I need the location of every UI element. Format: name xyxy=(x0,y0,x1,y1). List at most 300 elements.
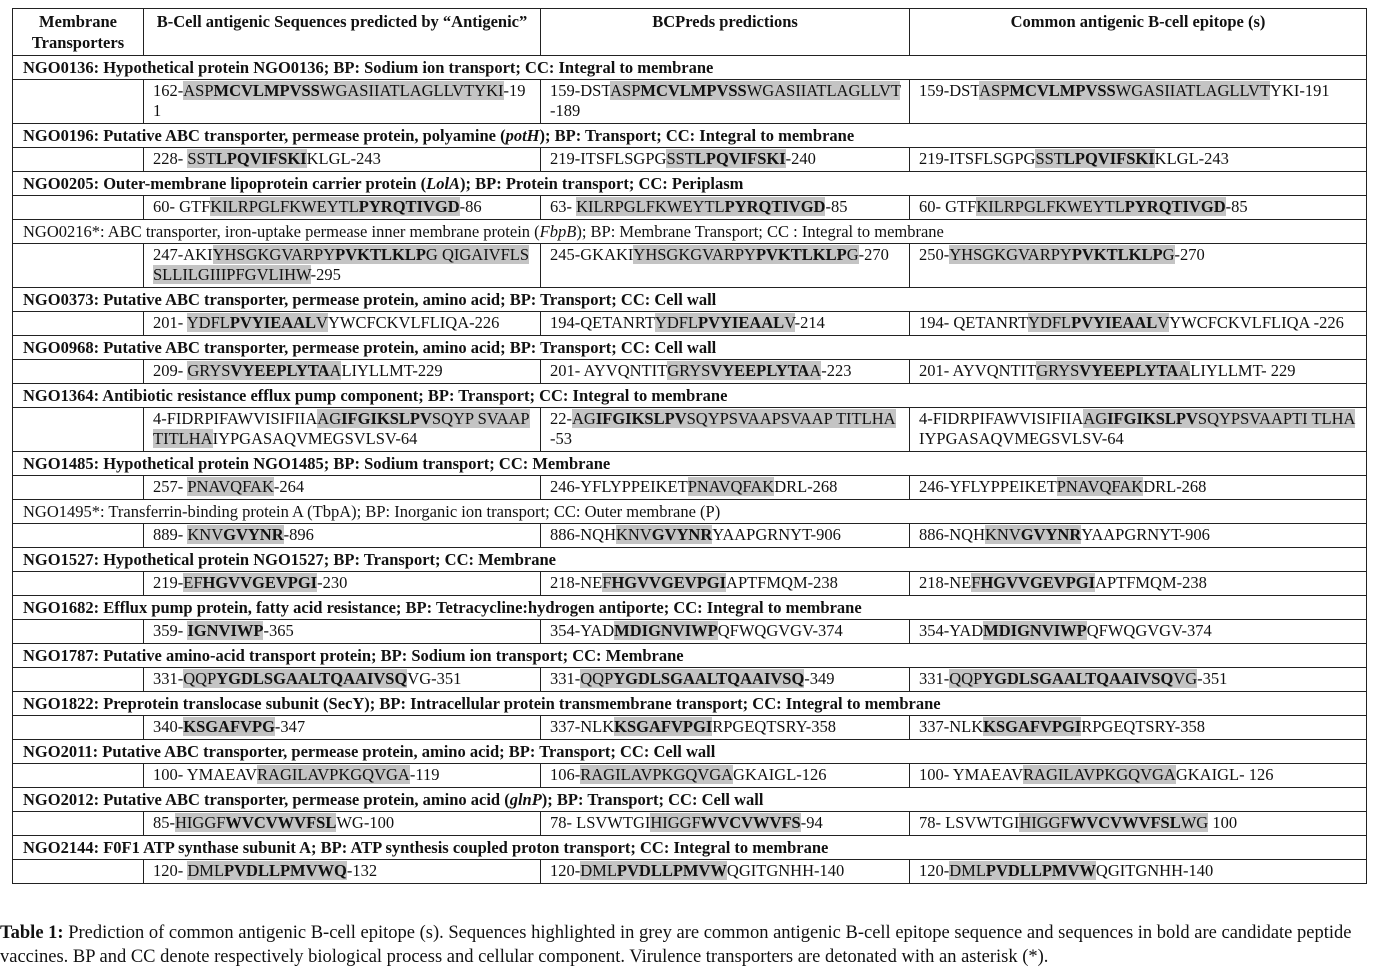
common-epitope-cell xyxy=(910,860,1367,884)
text-segment: NGO1364: Antibiotic resistance efflux pump component; BP: Transport; CC: Integral to membrane xyxy=(23,386,728,405)
highlighted-segment: WVCVWVFSL xyxy=(225,813,337,832)
text-segment: 106- xyxy=(550,765,581,784)
text-segment: IYPGASAQVMEGSVLSV-64 xyxy=(919,429,1124,448)
text-segment: 63- xyxy=(550,197,577,216)
highlighted-segment: F xyxy=(602,573,612,592)
highlighted-segment: SST xyxy=(187,149,216,168)
bcpreds-cell xyxy=(541,668,910,692)
text-segment: KLGL-243 xyxy=(1154,149,1229,168)
highlighted-segment: VG xyxy=(1173,669,1198,688)
empty-cell xyxy=(13,476,144,500)
table-row xyxy=(13,244,1367,288)
highlighted-segment: MDIGNVIWP xyxy=(983,621,1087,640)
table-row xyxy=(13,860,1367,884)
highlighted-segment: F xyxy=(971,573,981,592)
text-segment: -223 xyxy=(821,361,852,380)
highlighted-segment: PVKTLKLP xyxy=(755,245,847,264)
group-title xyxy=(13,56,1367,80)
text-segment: 337-NLK xyxy=(919,717,984,736)
common-epitope-cell xyxy=(910,312,1367,336)
text-segment: NGO1527: Hypothetical protein NGO1527; BP: Transport; CC: Membrane xyxy=(23,550,556,569)
group-title xyxy=(13,692,1367,716)
text-segment: -85 xyxy=(825,197,848,216)
text-segment: -896 xyxy=(283,525,314,544)
text-segment: NGO0205: Outer-membrane lipoprotein carrier protein ( xyxy=(23,174,427,193)
common-epitope-cell xyxy=(910,80,1367,124)
table-row xyxy=(13,408,1367,452)
highlighted-segment: SST xyxy=(666,149,695,168)
group-title xyxy=(13,500,1367,524)
text-segment: 247-AKI xyxy=(153,245,213,264)
group-row xyxy=(13,56,1367,80)
antigenic-cell xyxy=(144,196,541,220)
highlighted-segment: PVKTLKLP xyxy=(1071,245,1163,264)
highlighted-segment: A xyxy=(1178,361,1191,380)
highlighted-segment: PNAVQFAK xyxy=(187,477,274,496)
text-segment: 120- xyxy=(550,861,581,880)
highlighted-segment: PVDLLPMVW xyxy=(616,861,727,880)
antigenic-cell xyxy=(144,716,541,740)
common-epitope-cell xyxy=(910,716,1367,740)
text-segment: 78- LSVWTGI xyxy=(919,813,1020,832)
text-segment: 331- xyxy=(550,669,581,688)
highlighted-segment: ASP xyxy=(183,81,214,100)
highlighted-segment: ASP xyxy=(979,81,1010,100)
group-row xyxy=(13,172,1367,196)
header-antigenic-sequences: B-Cell antigenic Sequences predicted by “Antigenic” xyxy=(144,9,541,56)
text-segment: NGO1682: Efflux pump protein, fatty acid resistance; BP: Tetracycline:hydrogen antiporte; CC: Integral to membrane xyxy=(23,598,862,617)
highlighted-segment: G xyxy=(1162,245,1175,264)
highlighted-segment: MCVLMPVSS xyxy=(213,81,320,100)
text-segment: -119 xyxy=(409,765,440,784)
group-row xyxy=(13,124,1367,148)
highlighted-segment: YHSGKGVARPY xyxy=(212,245,336,264)
text-segment: 60- GTF xyxy=(919,197,977,216)
antigenic-cell xyxy=(144,148,541,172)
text-segment: NGO0216*: ABC transporter, iron-uptake permease inner membrane protein ( xyxy=(23,222,540,241)
group-title xyxy=(13,548,1367,572)
text-segment: 886-NQH xyxy=(550,525,616,544)
highlighted-segment: YDFL xyxy=(186,313,230,332)
text-segment: -270 xyxy=(858,245,889,264)
text-segment: -270 xyxy=(1174,245,1205,264)
antigenic-cell xyxy=(144,476,541,500)
text-segment: DRL-268 xyxy=(1143,477,1207,496)
bcpreds-cell xyxy=(541,360,910,384)
highlighted-segment: YDFL xyxy=(1028,313,1072,332)
text-segment: 162- xyxy=(153,81,184,100)
text-segment: 886-NQH xyxy=(919,525,985,544)
table-row xyxy=(13,148,1367,172)
highlighted-segment: PNAVQFAK xyxy=(687,477,775,496)
table-row xyxy=(13,524,1367,548)
text-segment: 228- xyxy=(153,149,188,168)
text-segment: 60- GTF xyxy=(153,197,211,216)
text-segment: -347 xyxy=(274,717,306,736)
group-row xyxy=(13,288,1367,312)
highlighted-segment: KNV xyxy=(616,525,652,544)
highlighted-segment: EF xyxy=(183,573,203,592)
group-title xyxy=(13,336,1367,360)
group-title xyxy=(13,124,1367,148)
highlighted-segment: GVYNR xyxy=(1020,525,1082,544)
highlighted-segment: KILRPGLFKWEYTL xyxy=(210,197,359,216)
highlighted-segment: HIGGF xyxy=(650,813,701,832)
table-row xyxy=(13,812,1367,836)
text-segment: -94 xyxy=(800,813,823,832)
gene-name: FbpB xyxy=(539,222,577,241)
common-epitope-cell xyxy=(910,572,1367,596)
common-epitope-cell xyxy=(910,360,1367,384)
table-row xyxy=(13,80,1367,124)
highlighted-segment: IFGIKSLPV xyxy=(341,409,432,428)
highlighted-segment: MCVLMPVSS xyxy=(640,81,747,100)
bcpreds-cell xyxy=(541,620,910,644)
highlighted-segment: VYEEPLYTA xyxy=(230,361,330,380)
text-segment: -132 xyxy=(346,861,378,880)
empty-cell xyxy=(13,244,144,288)
text-segment: 159-DST xyxy=(550,81,611,100)
text-segment: 250- xyxy=(919,245,950,264)
bcpreds-cell xyxy=(541,244,910,288)
text-segment: IYPGASAQVMEGSVLSV-64 xyxy=(212,429,418,448)
highlighted-segment: KSGAFVPGI xyxy=(614,717,713,736)
group-title xyxy=(13,288,1367,312)
text-segment: -86 xyxy=(459,197,482,216)
common-epitope-cell xyxy=(910,524,1367,548)
text-segment: NGO1495*: Transferrin-binding protein A (TbpA); BP: Inorganic ion transport; CC: Outer membrane (P) xyxy=(23,502,721,521)
caption-text: Prediction of common antigenic B-cell epitope (s). Sequences highlighted in grey are common antigenic B-cell epitope sequence and sequences in bold are candidate peptide vaccines. BP and CC denote respectively biological process and cellular component. Virulence transporters are detonated with an asterisk (*). xyxy=(0,923,1352,967)
highlighted-segment: PVDLLPMVWQ xyxy=(224,861,347,880)
empty-cell xyxy=(13,812,144,836)
table-wrapper xyxy=(12,8,1366,884)
empty-cell xyxy=(13,408,144,452)
highlighted-segment: VYEEPLYTA xyxy=(710,361,810,380)
highlighted-segment: DML xyxy=(187,861,225,880)
empty-cell xyxy=(13,196,144,220)
text-segment: 78- LSVWTGI xyxy=(550,813,651,832)
highlighted-segment: YHSGKGVARPY xyxy=(949,245,1072,264)
table-row xyxy=(13,360,1367,384)
group-row xyxy=(13,740,1367,764)
antigenic-cell xyxy=(144,764,541,788)
antigenic-cell xyxy=(144,524,541,548)
highlighted-segment: KNV xyxy=(985,525,1021,544)
text-segment: 331- xyxy=(919,669,950,688)
highlighted-segment: WGASIIATLAGLLVT xyxy=(1115,81,1271,100)
empty-cell xyxy=(13,668,144,692)
antigenic-cell xyxy=(144,812,541,836)
common-epitope-cell xyxy=(910,196,1367,220)
group-title xyxy=(13,384,1367,408)
highlighted-segment: PNAVQFAK xyxy=(1056,477,1144,496)
text-segment: YAAPGRNYT-906 xyxy=(1081,525,1210,544)
antigenic-cell xyxy=(144,620,541,644)
highlighted-segment: WVCVWVFS xyxy=(700,813,801,832)
group-row xyxy=(13,596,1367,620)
text-segment: -189 xyxy=(550,101,581,120)
highlighted-segment: SQYP SVAAPTITLHA xyxy=(153,409,530,448)
highlighted-segment: V xyxy=(784,313,795,332)
text-segment: NGO0136: Hypothetical protein NGO0136; BP: Sodium ion transport; CC: Integral to membrane xyxy=(23,58,714,77)
empty-cell xyxy=(13,524,144,548)
text-segment: NGO2012: Putative ABC transporter, permease protein, amino acid ( xyxy=(23,790,510,809)
group-title xyxy=(13,644,1367,668)
text-segment: QGITGNHH-140 xyxy=(726,861,845,880)
text-segment: 194-QETANRT xyxy=(550,313,655,332)
text-segment: 219-ITSFLSGPG xyxy=(550,149,667,168)
text-segment: YWCFCKVLFLIQA-226 xyxy=(327,313,500,332)
text-segment: NGO1787: Putative amino-acid transport protein; BP: Sodium ion transport; CC: Membrane xyxy=(23,646,684,665)
common-epitope-cell xyxy=(910,620,1367,644)
text-segment: 359- xyxy=(153,621,188,640)
text-segment: GKAIGL-126 xyxy=(733,765,827,784)
text-segment: 22- xyxy=(550,409,572,428)
text-segment: -85 xyxy=(1225,197,1248,216)
highlighted-segment: IFGIKSLPV xyxy=(1107,409,1198,428)
highlighted-segment: IGNVIWP xyxy=(187,621,264,640)
highlighted-segment: KSGAFVPGI xyxy=(983,717,1082,736)
text-segment: 257- xyxy=(153,477,188,496)
highlighted-segment: WVCVWVFSL xyxy=(1069,813,1181,832)
highlighted-segment: V xyxy=(1157,313,1170,332)
group-row xyxy=(13,220,1367,244)
common-epitope-cell xyxy=(910,408,1367,452)
text-segment: YKI-191 xyxy=(1270,81,1330,100)
group-title xyxy=(13,836,1367,860)
highlighted-segment: LPQVIFSKI xyxy=(1063,149,1155,168)
group-title xyxy=(13,596,1367,620)
table-caption xyxy=(0,921,1366,969)
text-segment: -214 xyxy=(794,313,825,332)
text-segment: -351 xyxy=(1197,669,1228,688)
text-segment: 85- xyxy=(153,813,175,832)
highlighted-segment: DML xyxy=(949,861,986,880)
antigenic-cell xyxy=(144,244,541,288)
text-segment: -230 xyxy=(317,573,348,592)
text-segment: -53 xyxy=(550,429,572,448)
table-row xyxy=(13,196,1367,220)
header-bcpreds: BCPreds predictions xyxy=(541,9,910,56)
antigenic-cell xyxy=(144,360,541,384)
text-segment: 245-GKAKI xyxy=(550,245,634,264)
bcpreds-cell xyxy=(541,196,910,220)
group-row xyxy=(13,836,1367,860)
text-segment: 4-FIDRPIFAWVISIFIIA xyxy=(919,409,1084,428)
highlighted-segment: WGASIIATLAGLLVTYKI xyxy=(319,81,504,100)
text-segment: 201- AYVQNTIT xyxy=(550,361,668,380)
text-segment: 100- YMAEAV xyxy=(919,765,1024,784)
highlighted-segment: WG xyxy=(1180,813,1209,832)
text-segment: NGO0196: Putative ABC transporter, permease protein, polyamine ( xyxy=(23,126,506,145)
header-membrane-transporters: Membrane Transporters xyxy=(13,9,144,56)
highlighted-segment: GVYNR xyxy=(651,525,713,544)
highlighted-segment: LPQVIFSKI xyxy=(215,149,307,168)
highlighted-segment: DML xyxy=(580,861,617,880)
highlighted-segment: G xyxy=(846,245,859,264)
antigenic-cell xyxy=(144,668,541,692)
text-segment: 4-FIDRPIFAWVISIFIIA xyxy=(153,409,318,428)
group-title xyxy=(13,788,1367,812)
highlighted-segment: GVYNR xyxy=(223,525,284,544)
group-title xyxy=(13,172,1367,196)
text-segment: GKAIGL- 126 xyxy=(1175,765,1274,784)
text-segment: NGO1485: Hypothetical protein NGO1485; BP: Sodium transport; CC: Membrane xyxy=(23,454,611,473)
text-segment: QFWQGVGV-374 xyxy=(717,621,843,640)
table-row xyxy=(13,572,1367,596)
text-segment: 120- xyxy=(153,861,188,880)
highlighted-segment: LPQVIFSKI xyxy=(694,149,786,168)
highlighted-segment: GRYS xyxy=(667,361,711,380)
text-segment: YAAPGRNYT-906 xyxy=(712,525,841,544)
highlighted-segment: RAGILAVPKGQVGA xyxy=(580,765,734,784)
highlighted-segment: AG xyxy=(317,409,342,428)
bcpreds-cell xyxy=(541,148,910,172)
text-segment: 209- xyxy=(153,361,188,380)
empty-cell xyxy=(13,148,144,172)
group-title xyxy=(13,452,1367,476)
text-segment: LIYLLMT- 229 xyxy=(1190,361,1296,380)
common-epitope-cell xyxy=(910,764,1367,788)
text-segment: 194- QETANRT xyxy=(919,313,1029,332)
highlighted-segment: SST xyxy=(1035,149,1064,168)
text-segment: 219- xyxy=(153,573,184,592)
group-row xyxy=(13,452,1367,476)
group-row xyxy=(13,692,1367,716)
header-row xyxy=(13,9,1367,56)
bcpreds-cell xyxy=(541,860,910,884)
text-segment: ); BP: Transport; CC: Cell wall xyxy=(541,790,764,809)
highlighted-segment: RAGILAVPKGQVGA xyxy=(1023,765,1176,784)
highlighted-segment: YDFL xyxy=(654,313,699,332)
text-segment: NGO0373: Putative ABC transporter, permease protein, amino acid; BP: Transport; CC: Cell wall xyxy=(23,290,717,309)
antigenic-cell xyxy=(144,80,541,124)
highlighted-segment: QQP xyxy=(949,669,983,688)
highlighted-segment: A xyxy=(329,361,342,380)
text-segment: ); BP: Protein transport; CC: Periplasm xyxy=(460,174,744,193)
highlighted-segment: KILRPGLFKWEYTL xyxy=(576,197,725,216)
bcpreds-cell xyxy=(541,80,910,124)
text-segment: RPGEQTSRY-358 xyxy=(712,717,837,736)
antigenic-cell xyxy=(144,860,541,884)
empty-cell xyxy=(13,572,144,596)
text-segment: LIYLLMT-229 xyxy=(341,361,443,380)
group-row xyxy=(13,500,1367,524)
text-segment: YWCFCKVLFLIQA -226 xyxy=(1169,313,1344,332)
text-segment: 120- xyxy=(919,861,950,880)
header-common-epitopes: Common antigenic B-cell epitope (s) xyxy=(910,9,1367,56)
highlighted-segment: HIGGF xyxy=(1019,813,1070,832)
highlighted-segment: PVYIEAAL xyxy=(698,313,785,332)
common-epitope-cell xyxy=(910,668,1367,692)
text-segment: 218-NE xyxy=(550,573,603,592)
highlighted-segment: VYEEPLYTA xyxy=(1079,361,1179,380)
table-row xyxy=(13,476,1367,500)
table-row xyxy=(13,620,1367,644)
text-segment: 331- xyxy=(153,669,184,688)
highlighted-segment: GRYS xyxy=(187,361,231,380)
text-segment: NGO2011: Putative ABC transporter, permease protein, amino acid; BP: Transport; CC: Cell wall xyxy=(23,742,716,761)
epitope-table xyxy=(12,8,1367,884)
common-epitope-cell xyxy=(910,476,1367,500)
text-segment: 100- YMAEAV xyxy=(153,765,258,784)
highlighted-segment: PYRQTIVGD xyxy=(1124,197,1226,216)
highlighted-segment: ASP xyxy=(610,81,641,100)
highlighted-segment: G QIGAIVFLSSLLILGIIIPFGVLIHW xyxy=(153,245,530,284)
highlighted-segment: SQYPSVAAPSVAAP TITLHA xyxy=(686,409,896,428)
highlighted-segment: PYRQTIVGD xyxy=(358,197,460,216)
highlighted-segment: KSGAFVPG xyxy=(183,717,275,736)
highlighted-segment: QQP xyxy=(580,669,614,688)
group-title xyxy=(13,220,1367,244)
highlighted-segment: PVYIEAAL xyxy=(1071,313,1158,332)
group-row xyxy=(13,788,1367,812)
bcpreds-cell xyxy=(541,476,910,500)
highlighted-segment: IFGIKSLPV xyxy=(595,409,687,428)
highlighted-segment: MCVLMPVSS xyxy=(1009,81,1116,100)
empty-cell xyxy=(13,360,144,384)
text-segment: -240 xyxy=(785,149,816,168)
text-segment: ); BP: Transport; CC: Integral to membrane xyxy=(539,126,855,145)
highlighted-segment: GRYS xyxy=(1036,361,1080,380)
text-segment: NGO2144: F0F1 ATP synthase subunit A; BP: ATP synthesis coupled proton transport; CC: Integral to membrane xyxy=(23,838,829,857)
text-segment: NGO1822: Preprotein translocase subunit (SecY); BP: Intracellular protein transmembrane transport; CC: Integral to membrane xyxy=(23,694,941,713)
common-epitope-cell xyxy=(910,244,1367,288)
text-segment: WG-100 xyxy=(336,813,395,832)
empty-cell xyxy=(13,80,144,124)
antigenic-cell xyxy=(144,312,541,336)
text-segment: APTFMQM-238 xyxy=(726,573,838,592)
highlighted-segment: SQYPSVAAPTI TLHA xyxy=(1197,409,1356,428)
bcpreds-cell xyxy=(541,524,910,548)
highlighted-segment: WGASIIATLAGLLVT xyxy=(746,81,900,100)
highlighted-segment: PVYIEAAL xyxy=(229,313,317,332)
empty-cell xyxy=(13,716,144,740)
text-segment: 218-NE xyxy=(919,573,972,592)
group-row xyxy=(13,336,1367,360)
highlighted-segment: YHSGKGVARPY xyxy=(633,245,756,264)
empty-cell xyxy=(13,860,144,884)
text-segment: 354-YAD xyxy=(550,621,615,640)
gene-name: potH xyxy=(505,126,540,145)
common-epitope-cell xyxy=(910,148,1367,172)
highlighted-segment: AG xyxy=(1083,409,1108,428)
text-segment: 889- xyxy=(153,525,188,544)
text-segment: RPGEQTSRY-358 xyxy=(1081,717,1206,736)
text-segment: -191 xyxy=(153,81,526,120)
highlighted-segment: HGVVGEVPGI xyxy=(611,573,727,592)
highlighted-segment: A xyxy=(809,361,822,380)
caption-label: Table 1: xyxy=(0,923,64,943)
text-segment: -349 xyxy=(804,669,835,688)
text-segment: 201- xyxy=(153,313,187,332)
text-segment: QFWQGVGV-374 xyxy=(1086,621,1212,640)
table-row xyxy=(13,668,1367,692)
antigenic-cell xyxy=(144,572,541,596)
highlighted-segment: YGDLSGAALTQAAIVSQ xyxy=(613,669,805,688)
highlighted-segment: PYRQTIVGD xyxy=(724,197,826,216)
text-segment: -365 xyxy=(263,621,294,640)
bcpreds-cell xyxy=(541,572,910,596)
text-segment: 246-YFLYPPEIKET xyxy=(550,477,688,496)
bcpreds-cell xyxy=(541,312,910,336)
text-segment: APTFMQM-238 xyxy=(1095,573,1207,592)
text-segment: 337-NLK xyxy=(550,717,615,736)
text-segment: 201- AYVQNTIT xyxy=(919,361,1037,380)
text-segment: 354-YAD xyxy=(919,621,984,640)
gene-name: LolA xyxy=(426,174,461,193)
table-row xyxy=(13,716,1367,740)
